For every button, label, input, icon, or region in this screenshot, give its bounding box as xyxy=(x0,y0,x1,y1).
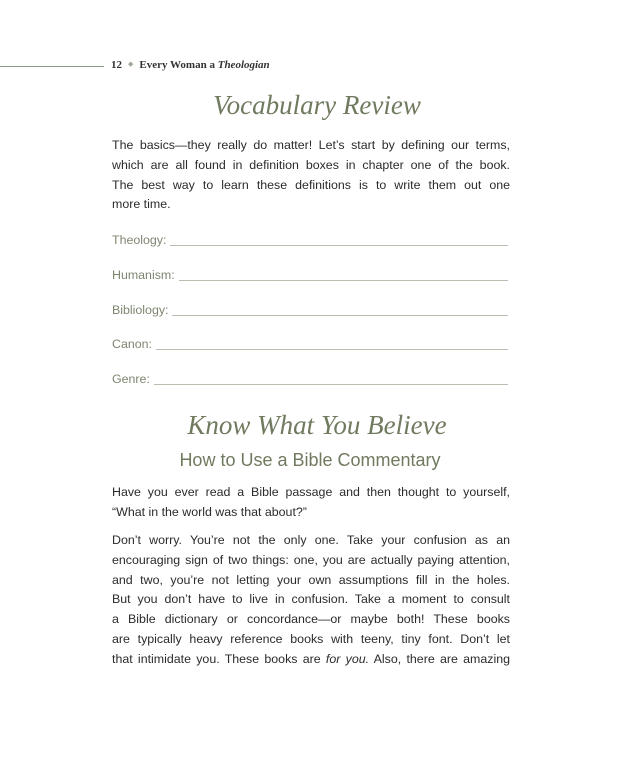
vocab-intro-paragraph xyxy=(112,136,510,215)
know-paragraph-2 xyxy=(112,531,510,670)
text-line: are typically heavy reference books with teeny, tiny font. Don’t let xyxy=(112,631,510,646)
answer-line[interactable] xyxy=(156,337,508,350)
text-line-mixed xyxy=(112,650,510,670)
answer-line[interactable] xyxy=(172,303,508,316)
text-line: a Bible dictionary or concordance—or maybe both! These books xyxy=(112,612,510,627)
emphasis-text: for you. xyxy=(325,651,370,666)
vocab-label: Theology: xyxy=(112,233,167,247)
vocab-label: Genre: xyxy=(112,372,150,386)
vocab-term-canon[interactable] xyxy=(112,336,508,352)
running-header xyxy=(111,59,270,71)
page-number: 12 xyxy=(111,59,122,71)
vocab-term-bibliology[interactable] xyxy=(112,302,508,318)
text-line: more time. xyxy=(112,197,171,212)
diamond-icon: ◆ xyxy=(128,60,134,68)
vocab-label: Canon: xyxy=(112,337,152,351)
vocab-label: Bibliology: xyxy=(112,303,169,317)
know-paragraph-1 xyxy=(112,483,510,523)
know-what-you-believe-title: Know What You Believe xyxy=(187,410,447,440)
vocabulary-review-title: Vocabulary Review xyxy=(213,90,421,120)
book-title-italic: Theologian xyxy=(217,59,270,71)
text-line: “What in the world was that about?” xyxy=(112,504,307,519)
text-segment: that intimidate you. These books are xyxy=(112,651,326,666)
text-line: which are all found in definition boxes in chapter one of the book. xyxy=(112,157,510,172)
vocab-term-genre[interactable] xyxy=(112,371,508,387)
text-line: The best way to learn these definitions is to write them out one xyxy=(112,177,510,192)
text-line: The basics—they really do matter! Let’s start by defining our terms, xyxy=(112,138,510,152)
answer-line[interactable] xyxy=(179,268,508,281)
bible-commentary-subtitle: How to Use a Bible Commentary xyxy=(179,450,441,470)
text-line: and two, you’re not letting your own assumptions fill in the holes. xyxy=(112,572,510,587)
vocab-label: Humanism: xyxy=(112,268,175,282)
vocab-term-humanism[interactable] xyxy=(112,267,508,283)
vocab-term-theology[interactable] xyxy=(112,232,508,248)
text-line: Don’t worry. You’re not the only one. Take your confusion as an xyxy=(112,533,510,547)
answer-line[interactable] xyxy=(154,372,508,385)
header-rule xyxy=(0,66,104,67)
text-line: But you don’t have to live in confusion. Take a moment to consult xyxy=(112,592,510,607)
answer-line[interactable] xyxy=(170,233,508,246)
text-line: Have you ever read a Bible passage and then thought to yourself, xyxy=(112,485,510,499)
text-segment: Also, there are amazing xyxy=(369,651,510,666)
text-line: encouraging sign of two things: one, you are actually paying attention, xyxy=(112,552,510,567)
book-title-plain: Every Woman a xyxy=(139,59,215,71)
